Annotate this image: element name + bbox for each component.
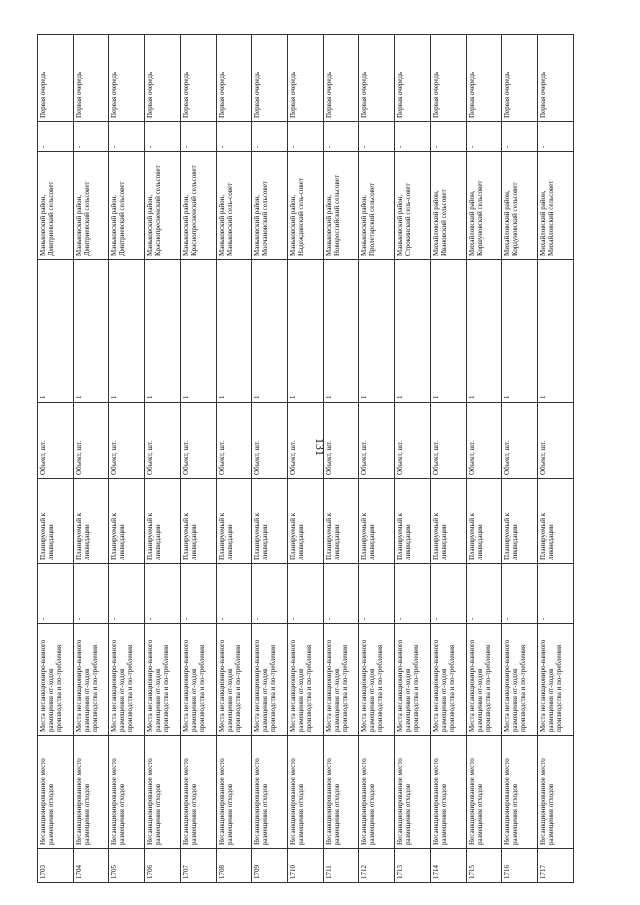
quantity-cell: 1 [538, 260, 574, 403]
stage-cell: Первая очередь [538, 35, 574, 122]
dash-cell: - [288, 564, 324, 624]
dash-cell: - [502, 564, 538, 624]
object-name: Несанкционированное место размещения отходов [252, 736, 288, 849]
quantity-cell: 1 [252, 260, 288, 403]
dash-cell: - [466, 564, 502, 624]
dash-cell: - [216, 564, 252, 624]
object-name: Несанкционированное место размещения отходов [38, 736, 74, 849]
unit-cell: Объект, шт. [73, 403, 109, 479]
dash-cell: - [395, 564, 431, 624]
unit-cell: Объект, шт. [395, 403, 431, 479]
object-status: Планируемый к ликвидации [395, 479, 431, 564]
dash-cell: - [359, 564, 395, 624]
dash-cell: - [538, 122, 574, 152]
row-number: 1712 [359, 849, 395, 883]
object-status: Планируемый к ликвидации [323, 479, 359, 564]
object-name: Несанкционированное место размещения отходов [359, 736, 395, 849]
object-status: Планируемый к ликвидации [252, 479, 288, 564]
quantity-cell: 1 [466, 260, 502, 403]
object-name: Несанкционированное место размещения отходов [323, 736, 359, 849]
object-status: Планируемый к ликвидации [109, 479, 145, 564]
table-row [38, 35, 74, 883]
dash-cell: - [73, 122, 109, 152]
location-cell: Михайловский район, Коршуновский сельсовет [466, 152, 502, 260]
dash-cell: - [252, 564, 288, 624]
dash-cell: - [145, 564, 181, 624]
stage-cell: Первая очередь [466, 35, 502, 122]
row-number: 1705 [109, 849, 145, 883]
location-cell: Михайловский район, Ивановский сельсовет [430, 152, 466, 260]
dash-cell: - [323, 122, 359, 152]
stage-cell: Первая очередь [180, 35, 216, 122]
dash-cell: - [38, 564, 74, 624]
stage-cell: Первая очередь [252, 35, 288, 122]
dash-cell: - [395, 122, 431, 152]
table-row [430, 35, 466, 883]
object-status: Планируемый к ликвидации [180, 479, 216, 564]
object-name: Несанкционированное место размещения отходов [466, 736, 502, 849]
row-number: 1711 [323, 849, 359, 883]
row-number: 1703 [38, 849, 74, 883]
row-number: 1717 [538, 849, 574, 883]
object-description: Места несанкциониро-ванного размещения от-ходов производства и по-требления [73, 624, 109, 736]
unit-cell: Объект, шт. [216, 403, 252, 479]
quantity-cell: 1 [109, 260, 145, 403]
object-status: Планируемый к ликвидации [502, 479, 538, 564]
table-row [288, 35, 324, 883]
object-name: Несанкционированное место размещения отходов [145, 736, 181, 849]
dash-cell: - [38, 122, 74, 152]
object-status: Планируемый к ликвидации [216, 479, 252, 564]
object-description: Места несанкциониро-ванного размещения от-ходов производства и по-требления [502, 624, 538, 736]
stage-cell: Первая очередь [73, 35, 109, 122]
table-row [359, 35, 395, 883]
stage-cell: Первая очередь [430, 35, 466, 122]
stage-cell: Первая очередь [359, 35, 395, 122]
stage-cell: Первая очередь [145, 35, 181, 122]
object-status: Планируемый к ликвидации [538, 479, 574, 564]
table-row [216, 35, 252, 883]
object-name: Несанкционированное место размещения отходов [395, 736, 431, 849]
dash-cell: - [430, 564, 466, 624]
dash-cell: - [466, 122, 502, 152]
stage-cell: Первая очередь [395, 35, 431, 122]
dash-cell: - [252, 122, 288, 152]
object-description: Места несанкциониро-ванного размещения от-ходов производства и по-требления [216, 624, 252, 736]
quantity-cell: 1 [395, 260, 431, 403]
object-name: Несанкционированное место размещения отходов [502, 736, 538, 849]
object-description: Места несанкциониро-ванного размещения от-ходов производства и по-требления [252, 624, 288, 736]
stage-cell: Первая очередь [323, 35, 359, 122]
row-number: 1709 [252, 849, 288, 883]
dash-cell: - [109, 564, 145, 624]
row-number: 1708 [216, 849, 252, 883]
object-name: Несанкционированное место размещения отходов [180, 736, 216, 849]
registry-table-container [37, 35, 574, 883]
table-row [538, 35, 574, 883]
unit-cell: Объект, шт. [109, 403, 145, 479]
object-description: Места несанкциониро-ванного размещения от-ходов производства и по-требления [466, 624, 502, 736]
location-cell: Маньковский район, Дмитриевский сельсовет [109, 152, 145, 260]
stage-cell: Первая очередь [502, 35, 538, 122]
object-status: Планируемый к ликвидации [466, 479, 502, 564]
stage-cell: Первая очередь [38, 35, 74, 122]
object-name: Несанкционированное место размещения отходов [109, 736, 145, 849]
table-row [502, 35, 538, 883]
dash-cell: - [502, 122, 538, 152]
object-name: Несанкционированное место размещения отходов [288, 736, 324, 849]
quantity-cell: 1 [145, 260, 181, 403]
row-number: 1716 [502, 849, 538, 883]
location-cell: Маньковский район, Маньковский сель-совет [216, 152, 252, 260]
dash-cell: - [359, 122, 395, 152]
row-number: 1714 [430, 849, 466, 883]
object-status: Планируемый к ликвидации [288, 479, 324, 564]
unit-cell: Объект, шт. [323, 403, 359, 479]
table-row [323, 35, 359, 883]
object-description: Места несанкциониро-ванного размещения от-ходов производства и по-требления [430, 624, 466, 736]
location-cell: Маньковский район, Краснопресненский сельсовет [180, 152, 216, 260]
location-cell: Маньковский район, Дмитриевский сельсовет [73, 152, 109, 260]
row-number: 1706 [145, 849, 181, 883]
quantity-cell: 1 [359, 260, 395, 403]
location-cell: Маньковский район, Пролетарский сельсовет [359, 152, 395, 260]
unit-cell: Объект, шт. [359, 403, 395, 479]
quantity-cell: 1 [38, 260, 74, 403]
object-description: Места несанкциониро-ванного размещения от-ходов производства и по-требления [538, 624, 574, 736]
object-description: Места несанкциониро-ванного размещения от-ходов производства и по-требления [323, 624, 359, 736]
page-number: 131 [313, 438, 327, 456]
dash-cell: - [323, 564, 359, 624]
dash-cell: - [180, 564, 216, 624]
dash-cell: - [145, 122, 181, 152]
location-cell: Маньковский район, Молчановский сельсовет [252, 152, 288, 260]
unit-cell: Объект, шт. [38, 403, 74, 479]
object-name: Несанкционированное место размещения отходов [538, 736, 574, 849]
unit-cell: Объект, шт. [180, 403, 216, 479]
dash-cell: - [109, 122, 145, 152]
location-cell: Михайловский район, Михайловский сельсовет [538, 152, 574, 260]
table-row [109, 35, 145, 883]
table-row [73, 35, 109, 883]
dash-cell: - [288, 122, 324, 152]
stage-cell: Первая очередь [109, 35, 145, 122]
location-cell: Маньковский район, Краснопресненский сельсовет [145, 152, 181, 260]
quantity-cell: 1 [180, 260, 216, 403]
unit-cell: Объект, шт. [430, 403, 466, 479]
quantity-cell: 1 [323, 260, 359, 403]
quantity-cell: 1 [73, 260, 109, 403]
object-name: Несанкционированное место размещения отходов [73, 736, 109, 849]
object-status: Планируемый к ликвидации [430, 479, 466, 564]
dash-cell: - [216, 122, 252, 152]
location-cell: Маньковский район, Новороссийский сельсовет [323, 152, 359, 260]
quantity-cell: 1 [502, 260, 538, 403]
object-description: Места несанкциониро-ванного размещения от-ходов производства и по-требления [180, 624, 216, 736]
table-row [466, 35, 502, 883]
unit-cell: Объект, шт. [145, 403, 181, 479]
table-row [252, 35, 288, 883]
unit-cell: Объект, шт. [502, 403, 538, 479]
unit-cell: Объект, шт. [252, 403, 288, 479]
object-name: Несанкционированное место размещения отходов [216, 736, 252, 849]
row-number: 1707 [180, 849, 216, 883]
row-number: 1710 [288, 849, 324, 883]
object-description: Места несанкциониро-ванного размещения от-ходов производства и по-требления [109, 624, 145, 736]
location-cell: Маньковский район, Дмитриевский сельсовет [38, 152, 74, 260]
registry-table [37, 34, 574, 883]
object-status: Планируемый к ликвидации [145, 479, 181, 564]
object-description: Места несанкциониро-ванного размещения от-ходов производства и по-требления [288, 624, 324, 736]
unit-cell: Объект, шт. [288, 403, 324, 479]
location-cell: Маньковский район, Надеждинский сель-совет [288, 152, 324, 260]
table-row [145, 35, 181, 883]
stage-cell: Первая очередь [216, 35, 252, 122]
object-description: Места несанкциониро-ванного размещения от-ходов производства и по-требления [359, 624, 395, 736]
object-status: Планируемый к ликвидации [359, 479, 395, 564]
quantity-cell: 1 [430, 260, 466, 403]
location-cell: Маньковский район, Строкинский сель-совет [395, 152, 431, 260]
table-body [38, 35, 574, 883]
stage-cell: Первая очередь [288, 35, 324, 122]
table-row [180, 35, 216, 883]
dash-cell: - [180, 122, 216, 152]
object-description: Места несанкциониро-ванного размещения от-ходов производства и по-требления [145, 624, 181, 736]
dash-cell: - [538, 564, 574, 624]
quantity-cell: 1 [216, 260, 252, 403]
unit-cell: Объект, шт. [538, 403, 574, 479]
object-description: Места несанкциониро-ванного размещения от-ходов производства и по-требления [395, 624, 431, 736]
row-number: 1704 [73, 849, 109, 883]
object-status: Планируемый к ликвидации [38, 479, 74, 564]
dash-cell: - [73, 564, 109, 624]
unit-cell: Объект, шт. [466, 403, 502, 479]
quantity-cell: 1 [288, 260, 324, 403]
object-description: Места несанкциониро-ванного размещения от-ходов производства и по-требления [38, 624, 74, 736]
object-status: Планируемый к ликвидации [73, 479, 109, 564]
row-number: 1715 [466, 849, 502, 883]
location-cell: Михайловский район, Кордуновский сельсовет [502, 152, 538, 260]
object-name: Несанкционированное место размещения отходов [430, 736, 466, 849]
dash-cell: - [430, 122, 466, 152]
row-number: 1713 [395, 849, 431, 883]
table-row [395, 35, 431, 883]
